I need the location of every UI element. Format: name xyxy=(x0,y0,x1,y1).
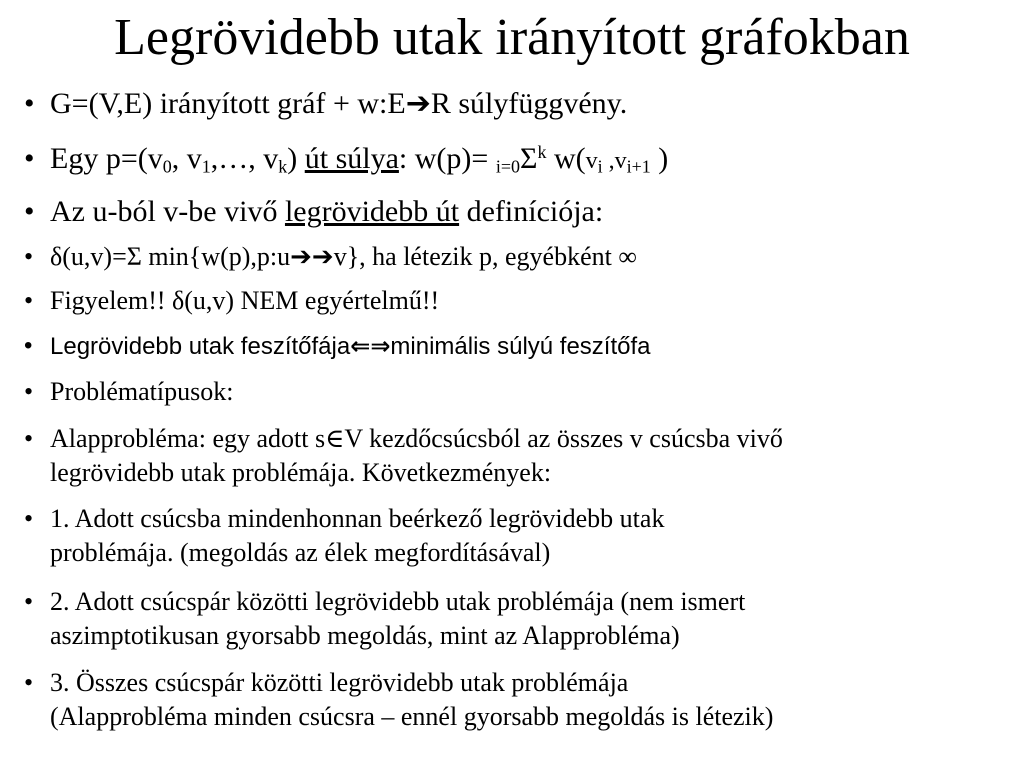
bullet-item-graph-definition xyxy=(24,86,1016,122)
bullet-text-line-1: Alapprobléma: egy adott s∈V kezdőcsúcsból az összes v csúcsba vivő xyxy=(50,424,783,453)
underlined-term: legrövidebb út xyxy=(284,195,460,228)
bullet-marker: • xyxy=(24,286,34,315)
bullet-marker: • xyxy=(24,87,35,120)
bullet-text: Problématípusok: xyxy=(50,377,234,406)
bullet-item-consequence-2 xyxy=(24,585,1016,653)
bullet-item-path-weight xyxy=(24,141,1016,177)
bullet-item-base-problem xyxy=(24,422,1016,490)
bullet-item-delta-definition xyxy=(24,240,1016,274)
bullet-text-line-2: problémája. (megoldás az élek megfordításával) xyxy=(50,538,551,567)
bullet-marker: • xyxy=(24,377,34,406)
bullet-marker: • xyxy=(24,195,35,228)
double-right-arrow-icon: ➔➔ xyxy=(290,242,334,272)
bidirectional-arrow-icon: ⇐⇒ xyxy=(350,332,391,360)
bullet-text-line-1: 2. Adott csúcspár közötti legrövidebb utak problémája (nem ismert xyxy=(50,587,746,616)
underlined-term: út súlya xyxy=(304,142,399,175)
bullet-text-line-1: 1. Adott csúcsba mindenhonnan beérkező legrövidebb utak xyxy=(50,504,665,533)
bullet-text: Az u-ból v-be vivő legrövidebb út definíciója: xyxy=(50,195,604,228)
bullet-item-problem-types xyxy=(24,375,1016,409)
bullet-text: δ(u,v)=Σ min{w(p),p:u➔➔v}, ha létezik p, egyébként ∞ xyxy=(50,242,637,272)
bullet-text: Legrövidebb utak feszítőfája⇐⇒minimális súlyú feszítőfa xyxy=(50,332,651,360)
bullet-marker: • xyxy=(24,424,34,453)
bullet-marker: • xyxy=(24,668,34,697)
bullet-item-consequence-3 xyxy=(24,666,1016,734)
bullet-item-spanning-tree xyxy=(24,330,1016,362)
bullet-item-not-unique xyxy=(24,284,1016,318)
bullet-text-line-2: aszimptotikusan gyorsabb megoldás, mint az Alapprobléma) xyxy=(50,621,680,650)
bullet-text: Figyelem!! δ(u,v) NEM egyértelmű!! xyxy=(50,286,440,315)
bullet-marker: • xyxy=(24,332,33,359)
bullet-marker: • xyxy=(24,504,34,533)
bullet-marker: • xyxy=(24,142,35,175)
right-arrow-icon: ➔ xyxy=(405,86,431,121)
slide-title: Legrövidebb utak irányított gráfokban xyxy=(114,9,910,66)
bullet-item-shortest-path-def xyxy=(24,194,1016,230)
bullet-text: G=(V,E) irányított gráf + w:E➔R súlyfüggvény. xyxy=(50,86,628,121)
bullet-text-line-2: (Alapprobléma minden csúcsra – ennél gyorsabb megoldás is létezik) xyxy=(50,702,774,731)
bullet-text-line-2: legrövidebb utak problémája. Következmények: xyxy=(50,458,552,487)
bullet-text-line-1: 3. Összes csúcspár közötti legrövidebb utak problémája xyxy=(50,668,629,697)
bullet-marker: • xyxy=(24,242,34,271)
bullet-text: Egy $p=(v_0$, $v_1,\dots$, $v_k$) út súlya: $w(p)= _{i=0}\Sigma^k$ $w(v_i$ $,v_{i+1}$ ) xyxy=(50,142,669,177)
bullet-marker: • xyxy=(24,587,34,616)
bullet-item-consequence-1 xyxy=(24,502,1016,570)
